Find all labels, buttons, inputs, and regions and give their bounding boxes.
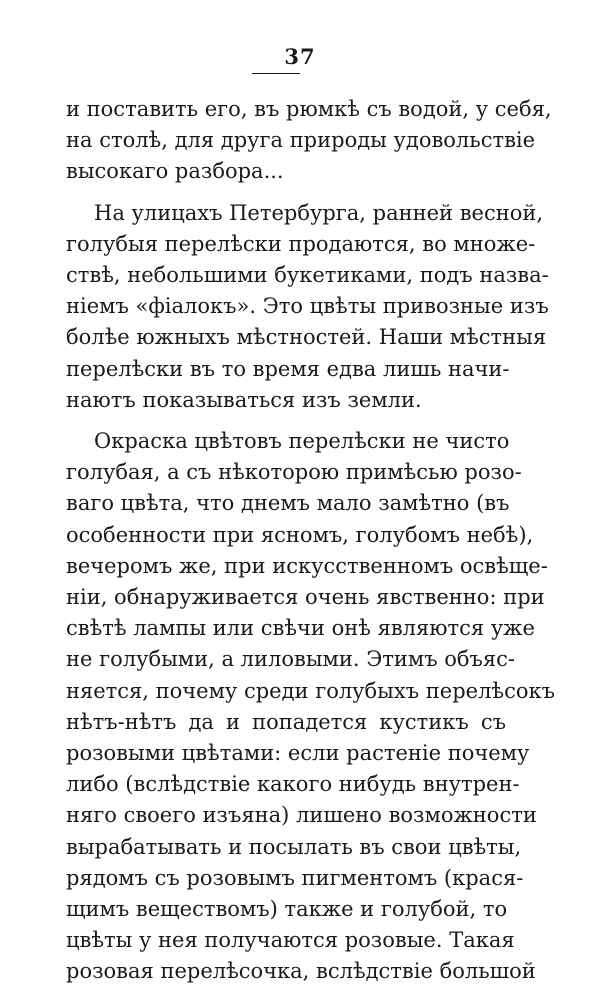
text-line: рядомъ съ розовымъ пигментомъ (крася- (66, 865, 524, 890)
text-line: голубая, а съ нѣкоторою примѣсью розо- (66, 460, 522, 485)
body-text (66, 94, 555, 988)
text-line: Окраска цвѣтовъ перелѣски не чисто (94, 429, 510, 454)
text-line: цвѣты у нея получаются розовые. Такая (66, 928, 515, 953)
text-line: ніемъ «фіалокъ». Это цвѣты привозные изъ (66, 294, 549, 319)
text-line: либо (вслѣдствіе какого нибудь внутрен- (66, 772, 520, 797)
text-line: розовыми цвѣтами: если растеніе почему (66, 741, 530, 766)
text-line: на столѣ, для друга природы удовольствіе (66, 128, 536, 153)
text-line: розовая перелѣсочка, вслѣдствіе большой (66, 959, 536, 984)
text-line: ваго цвѣта, что днемъ мало замѣтно (въ (66, 491, 510, 516)
text-line: свѣтѣ лампы или свѣчи онѣ являются уже (66, 616, 535, 641)
text-line: и поставить его, въ рюмкѣ съ водой, у себя, (66, 97, 552, 121)
text-line: вырабатывать и посылать въ свои цвѣты, (66, 834, 522, 859)
text-line: На улицахъ Петербурга, ранней весной, (94, 200, 544, 225)
text-line: перелѣски въ то время едва лишь начи- (66, 356, 510, 381)
paragraph-petersburg (66, 198, 549, 416)
text-line: ніи, обнаруживается очень явственно: при (66, 585, 545, 610)
paragraph-continuation (66, 94, 552, 188)
text-line: болѣе южныхъ мѣстностей. Наши мѣстныя (66, 325, 547, 350)
text-line: нѣтъ-нѣтъ да и попадется кустикъ съ (66, 709, 506, 734)
page-number: 37 (284, 44, 316, 69)
text-line: няется, почему среди голубыхъ перелѣсокъ (66, 678, 555, 703)
text-line: особенности при ясномъ, голубомъ небѣ), (66, 522, 534, 547)
text-line: вечеромъ же, при искусственномъ освѣще- (66, 553, 548, 578)
text-line: няго своего изъяна) лишено возможности (66, 803, 537, 828)
text-line: высокаго разбора... (66, 159, 284, 184)
text-line: щимъ веществомъ) также и голубой, то (66, 897, 508, 922)
page-number-rule (252, 73, 300, 74)
text-line: голубыя перелѣски продаются, во множе- (66, 231, 536, 256)
paragraph-coloring (66, 426, 555, 988)
text-line: не голубыми, а лиловыми. Этимъ объяс- (66, 647, 516, 672)
text-line: наютъ показываться изъ земли. (66, 387, 422, 412)
text-line: ствѣ, небольшими букетиками, подъ назва- (66, 263, 549, 288)
